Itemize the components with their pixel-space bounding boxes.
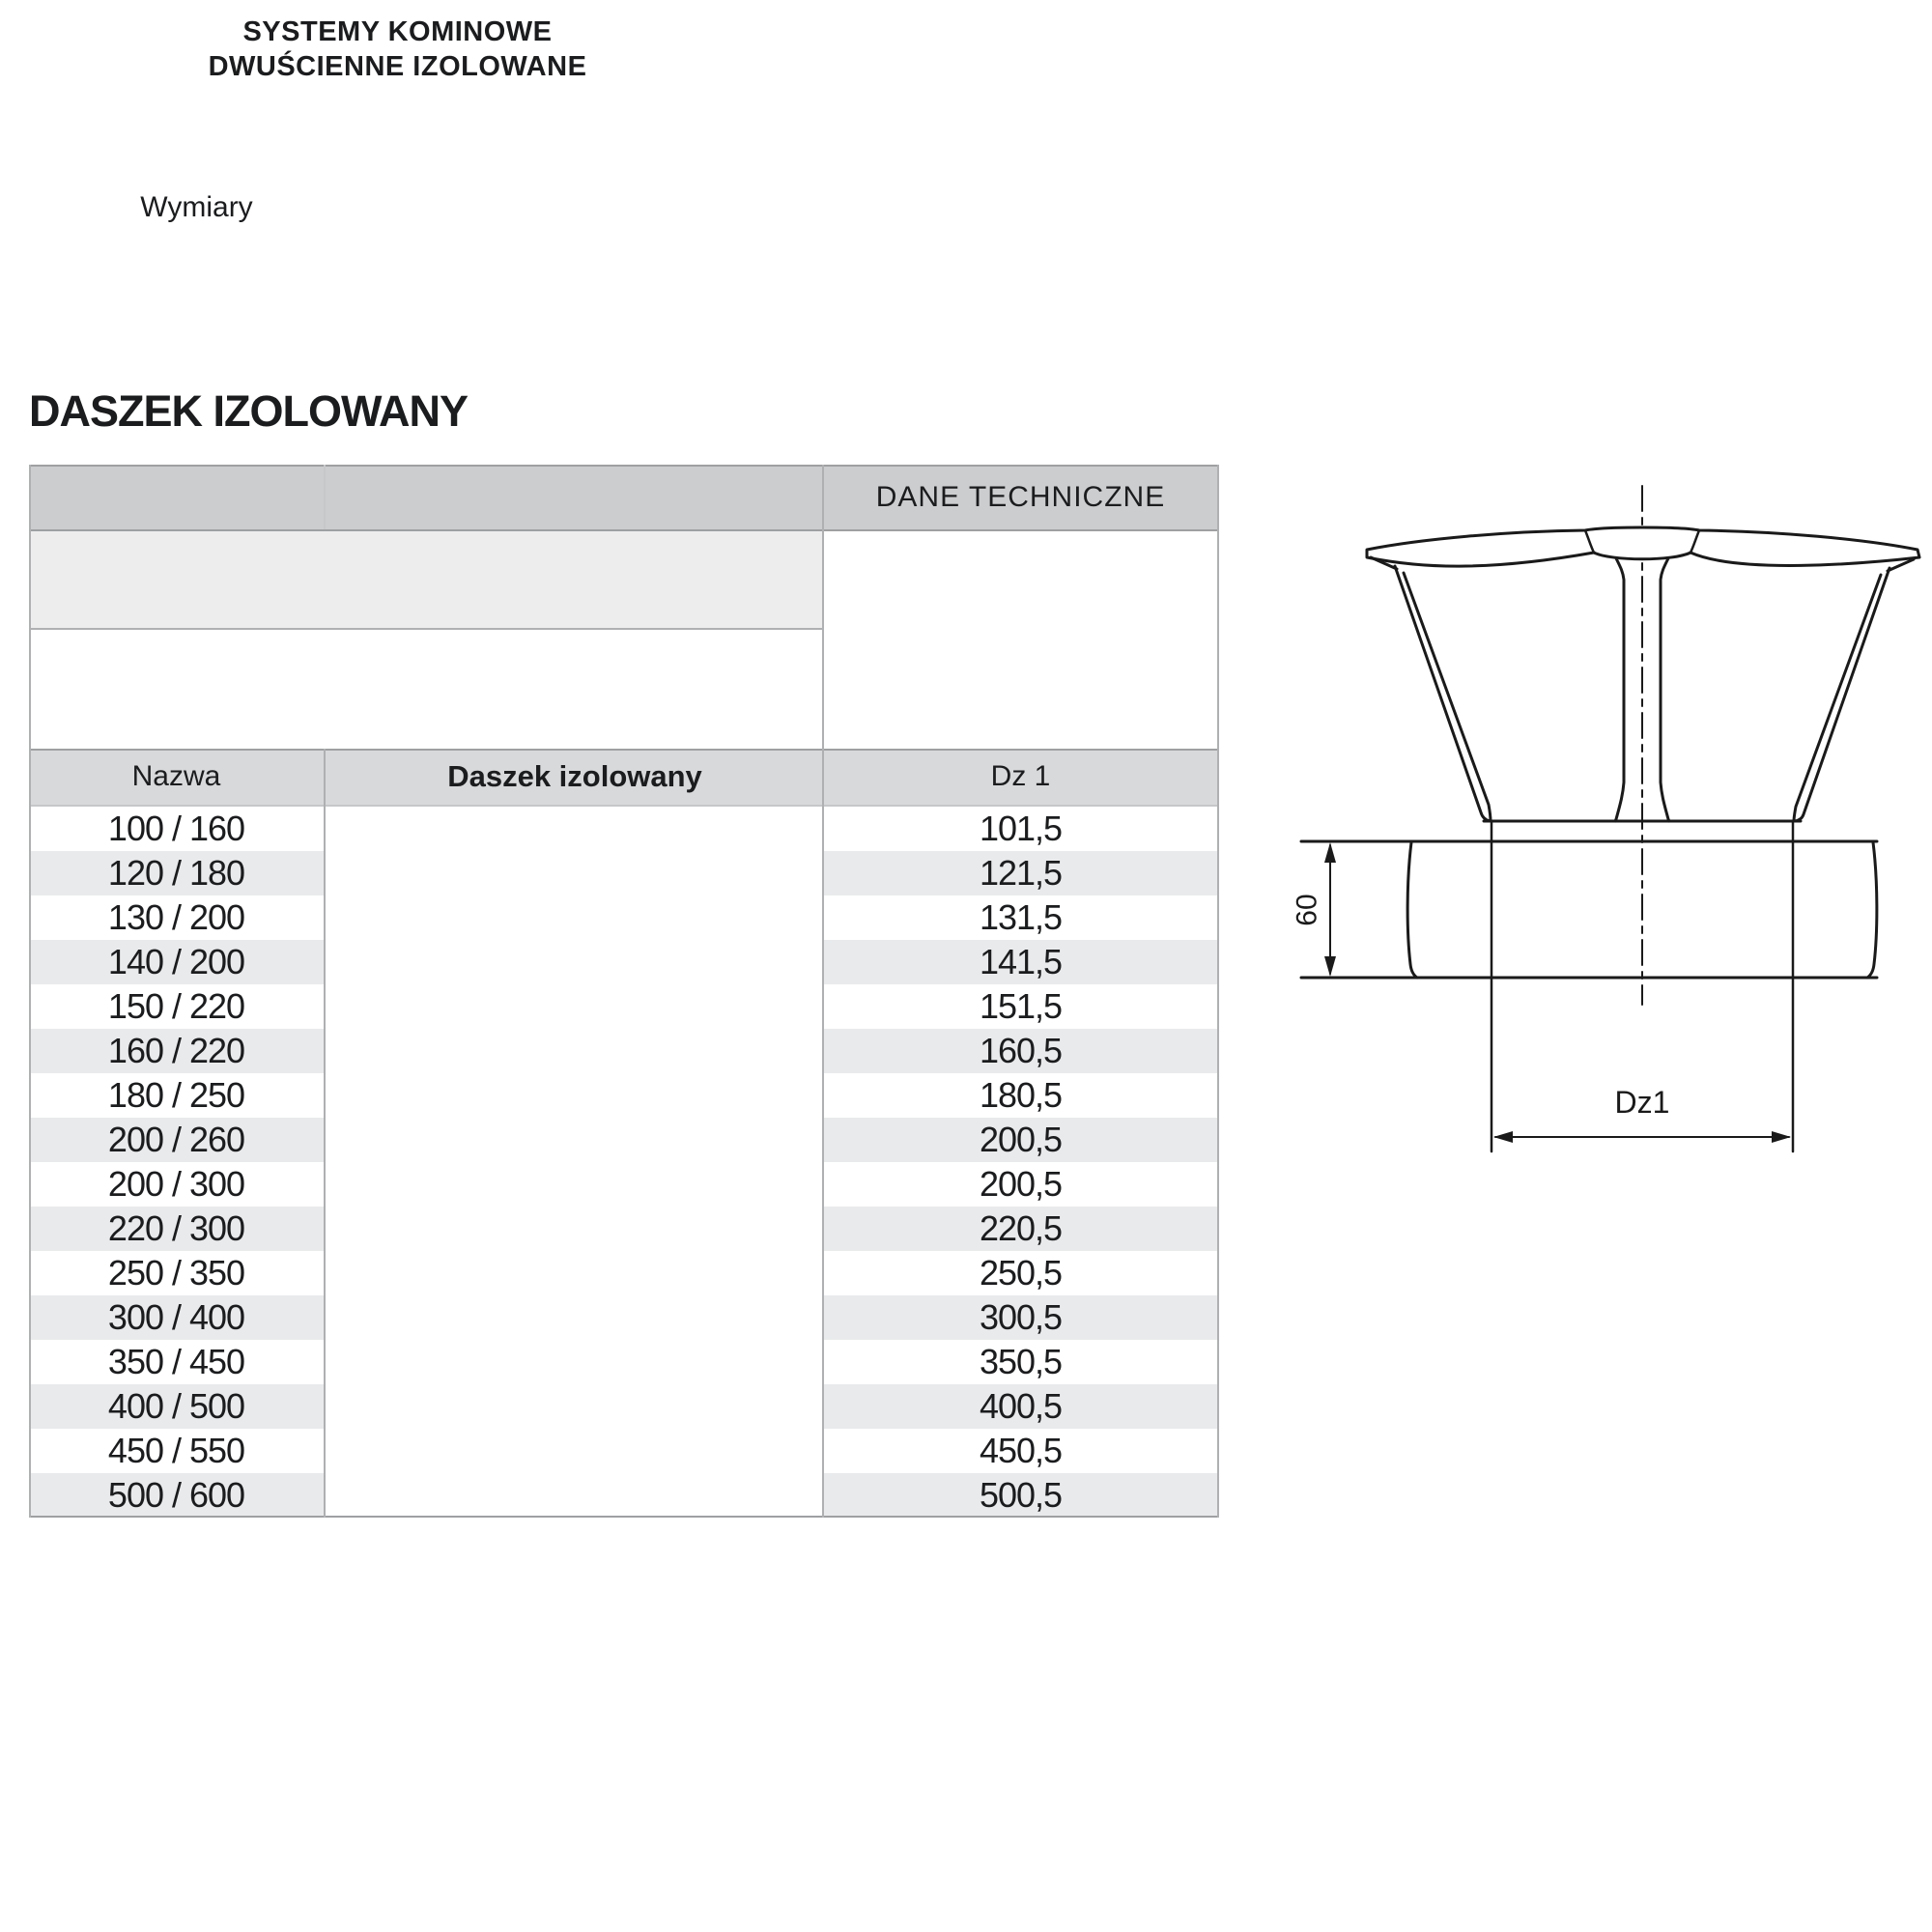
- table-border-top: [29, 465, 1219, 467]
- table-row-value: 131,5: [824, 895, 1217, 940]
- page-title: DASZEK IZOLOWANY: [29, 386, 468, 436]
- table-divider-technical: [822, 465, 824, 1518]
- cone-left-inner: [1404, 573, 1491, 821]
- table-row-name: 140 / 200: [29, 940, 324, 984]
- table-line-group-bottom: [29, 628, 824, 630]
- table-border-left: [29, 465, 31, 1518]
- dim-height-arrow-up: [1324, 842, 1336, 863]
- band-right-edge: [1867, 842, 1877, 978]
- table-row-name: 350 / 450: [29, 1340, 324, 1384]
- cone-left-outer: [1395, 566, 1490, 821]
- table-row-value: 151,5: [824, 984, 1217, 1029]
- table-row-name: 400 / 500: [29, 1384, 324, 1429]
- table-line-header-bottom: [29, 805, 1219, 807]
- table-line-row1-bottom: [29, 529, 1219, 531]
- cap-hat: [1367, 527, 1919, 566]
- table-row-name: 500 / 600: [29, 1473, 324, 1518]
- table-row-value: 250,5: [824, 1251, 1217, 1295]
- dim-height-label: 60: [1291, 894, 1323, 926]
- table-row-value: 350,5: [824, 1340, 1217, 1384]
- name-column-rows: [29, 807, 324, 1518]
- value-column-rows: [824, 807, 1217, 1518]
- dim-height-arrow-down: [1324, 956, 1336, 977]
- table-border-right: [1217, 465, 1219, 1518]
- table-row-value: 141,5: [824, 940, 1217, 984]
- cone-right-outer: [1795, 568, 1889, 821]
- table-row-name: 220 / 300: [29, 1207, 324, 1251]
- table-row-value: 101,5: [824, 807, 1217, 851]
- table-row-value: 450,5: [824, 1429, 1217, 1473]
- table-row-value: 200,5: [824, 1118, 1217, 1162]
- table-row-name: 180 / 250: [29, 1073, 324, 1118]
- column-header-name: Nazwa: [131, 760, 221, 792]
- table-line-header-top: [29, 749, 1219, 751]
- table-row-name: 250 / 350: [29, 1251, 324, 1295]
- group-header-line1: SYSTEMY KOMINOWE: [242, 16, 553, 47]
- band-left-edge: [1407, 842, 1417, 978]
- table-row-value: 180,5: [824, 1073, 1217, 1118]
- table-row-value: 300,5: [824, 1295, 1217, 1340]
- table-row-name: 100 / 160: [29, 807, 324, 851]
- cone-right-inner: [1794, 575, 1881, 821]
- column-header-dz1: Dz 1: [990, 760, 1051, 792]
- table-row-name: 200 / 300: [29, 1162, 324, 1207]
- table-row-name: 200 / 260: [29, 1118, 324, 1162]
- dimensions-label: Wymiary: [140, 190, 253, 223]
- table-row-name: 160 / 220: [29, 1029, 324, 1073]
- group-header-line2: DWUŚCIENNE IZOLOWANE: [208, 51, 587, 82]
- table-row-name: 150 / 220: [29, 984, 324, 1029]
- table-row-value: 121,5: [824, 851, 1217, 895]
- table-divider-name: [324, 749, 326, 1518]
- table-row-name: 300 / 400: [29, 1295, 324, 1340]
- cap-post-right: [1661, 558, 1669, 821]
- table-row-name: 450 / 550: [29, 1429, 324, 1473]
- table-row-value: 400,5: [824, 1384, 1217, 1429]
- table-divider-name-top: [324, 465, 326, 529]
- dim-diameter-arrow-left: [1493, 1131, 1513, 1143]
- column-header-product: Daszek izolowany: [447, 759, 702, 793]
- table-row-value: 200,5: [824, 1162, 1217, 1207]
- table-row-name: 120 / 180: [29, 851, 324, 895]
- table-border-bottom: [29, 1516, 1219, 1518]
- table-row-value: 220,5: [824, 1207, 1217, 1251]
- table-row-value: 160,5: [824, 1029, 1217, 1073]
- group-header: [0, 0, 795, 99]
- top-header-label: DANE TECHNICZNE: [875, 481, 1166, 513]
- table-row-name: 130 / 200: [29, 895, 324, 940]
- dim-diameter-label: Dz1: [1614, 1085, 1670, 1120]
- technical-drawing: [1285, 478, 1932, 1159]
- table-row-value: 500,5: [824, 1473, 1217, 1518]
- table-group-header-band: [29, 529, 824, 628]
- dim-diameter-arrow-right: [1772, 1131, 1791, 1143]
- cap-post-left: [1615, 558, 1624, 821]
